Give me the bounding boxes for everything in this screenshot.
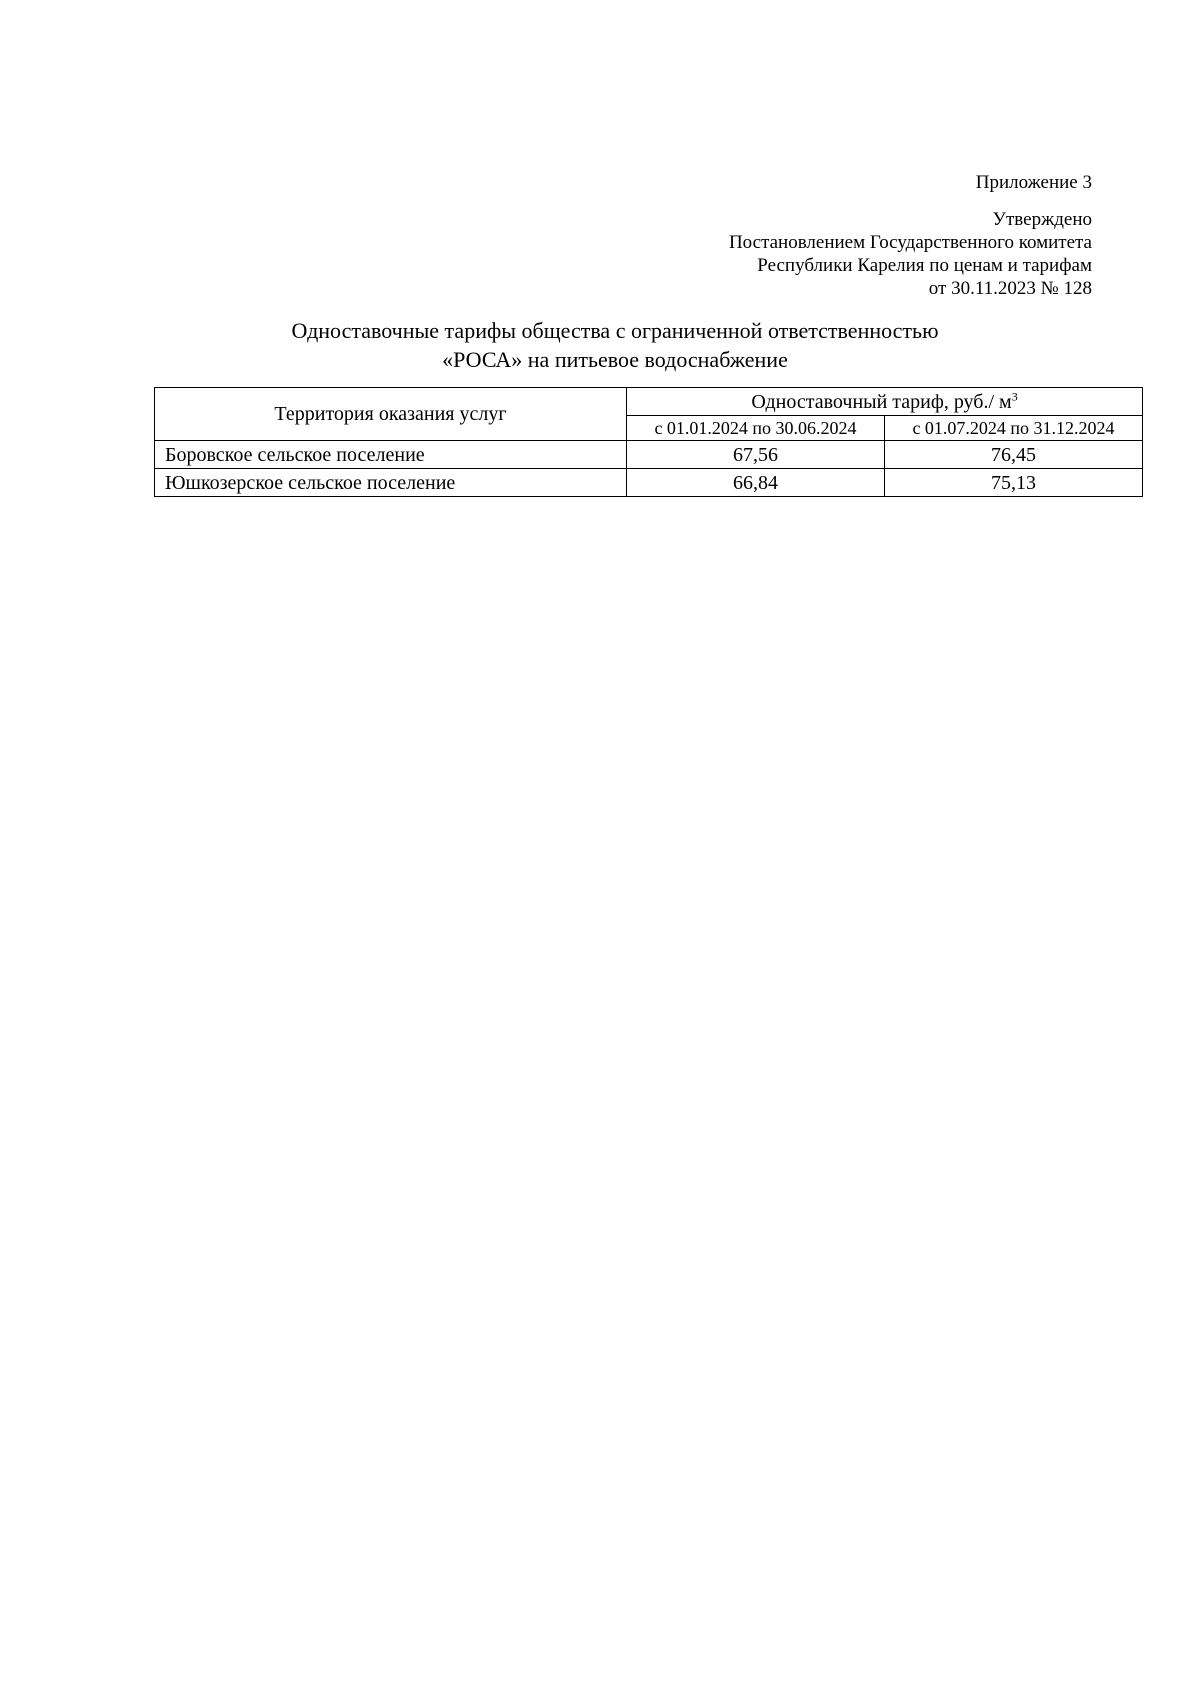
tariff-table	[154, 387, 1143, 497]
approval-block	[729, 208, 1092, 300]
header-territory: Территория оказания услуг	[155, 388, 627, 441]
tariff-cell-period-2: 76,45	[885, 441, 1143, 469]
document-title-line-2: «РОСА» на питьевое водоснабжение	[442, 347, 788, 372]
approval-line-date-number: от 30.11.2023 № 128	[928, 278, 1092, 299]
approval-line-committee: Республики Карелия по ценам и тарифам	[757, 255, 1092, 276]
header-tariff-label: Одноставочный тариф, руб./ м	[751, 390, 1012, 413]
approval-line-resolution: Постановлением Государственного комитета	[728, 232, 1092, 253]
header-tariff	[627, 388, 1143, 416]
tariff-cell-period-2: 75,13	[885, 469, 1143, 497]
territory-cell: Юшкозерское сельское поселение	[155, 469, 627, 497]
document-title	[150, 316, 1080, 374]
approval-line-approved: Утверждено	[992, 209, 1092, 230]
document-title-line-1: Одноставочные тарифы общества с ограниченной ответственностью	[291, 318, 939, 343]
table-row	[155, 469, 1143, 497]
tariff-cell-period-1: 66,84	[627, 469, 885, 497]
header-tariff-superscript: 3	[1011, 388, 1018, 403]
appendix-label: Приложение 3	[975, 172, 1092, 193]
territory-cell: Боровское сельское поселение	[155, 441, 627, 469]
table-header-row	[155, 388, 1143, 416]
header-period-2: с 01.07.2024 по 31.12.2024	[885, 416, 1143, 441]
header-period-1: с 01.01.2024 по 30.06.2024	[627, 416, 885, 441]
table-row	[155, 441, 1143, 469]
tariff-cell-period-1: 67,56	[627, 441, 885, 469]
